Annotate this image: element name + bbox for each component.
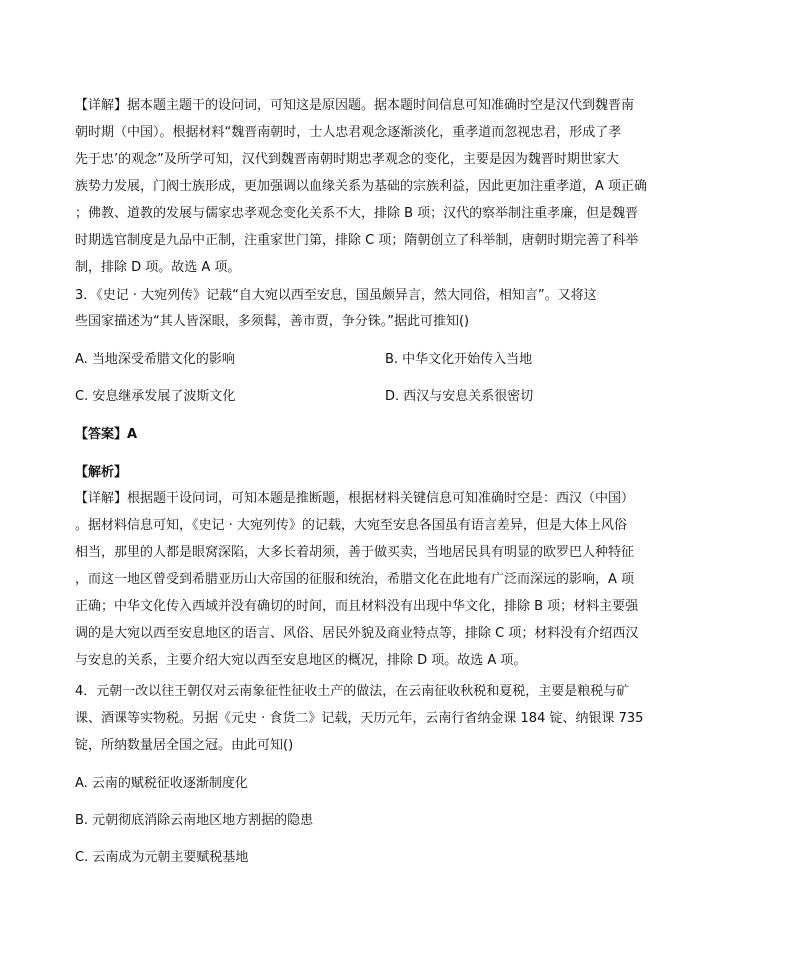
q3-option-b: B. 中华文化开始传入当地 [385, 352, 533, 367]
q2-analysis-line-1: 【详解】据本题主题干的设问词，可知这是原因题。据本题时间信息可知准确时空是汉代到魏晋南 [75, 98, 635, 113]
q3-stem-line-2: 些国家描述为“其人皆深眼，多须髯，善市贾，争分铢。”据此可推知() [75, 314, 470, 329]
q2-analysis-line-7: 制，排除 D 项。故选 A 项。 [75, 260, 241, 275]
q3-option-d: D. 西汉与安息关系很密切 [385, 389, 534, 404]
q3-analysis-line-1: 【详解】根据题干设问词，可知本题是推断题，根据材料关键信息可知准确时空是：西汉（中国） [75, 491, 635, 506]
q4-option-b: B. 元朝彻底消除云南地区地方割据的隐患 [75, 813, 314, 828]
q3-answer: 【答案】A [75, 427, 138, 442]
q4-stem-line-2: 课、酒课等实物税。另据《元史 · 食货二》记载，天历元年，云南行省纳金课 184 锭、纳银课 735 [75, 711, 644, 726]
q2-analysis-line-3: 先于忠’的观念”及所学可知，汉代到魏晋南朝时期忠孝观念的变化，主要是因为魏晋时期世家大 [75, 152, 619, 167]
q2-analysis-line-2: 朝时期（中国）。根据材料“魏晋南朝时，士人忠君观念逐渐淡化，重孝道而忽视忠君，形成了孝 [75, 125, 622, 140]
q3-analysis-line-6: 调的是大宛以西至安息地区的语言、风俗、居民外貌及商业特点等，排除 C 项；材料没有介绍西汉 [75, 626, 639, 641]
q3-analysis-line-2: 。据材料信息可知，《史记 · 大宛列传》的记载，大宛至安息各国虽有语言差异，但是大体上风俗 [75, 518, 627, 533]
q3-analysis-line-5: 正确；中华文化传入西域并没有确切的时间，而且材料没有出现中华文化，排除 B 项；材料主要强 [75, 599, 639, 614]
q3-analysis-line-7: 与安息的关系，主要介绍大宛以西至安息地区的概况，排除 D 项。故选 A 项。 [75, 653, 527, 668]
q2-analysis-line-5: ；佛教、道教的发展与儒家忠孝观念变化关系不大，排除 B 项；汉代的察举制注重孝廉，但是魏晋 [75, 206, 639, 221]
q3-analysis-line-4: ，而这一地区曾受到希腊亚历山大帝国的征服和统治，希腊文化在此地有广泛而深远的影响，A 项 [75, 572, 635, 587]
q4-stem-line-1: 4．元朝一改以往王朝仅对云南象征性征收土产的做法，在云南征收秋税和夏税，主要是粮税与矿 [75, 684, 630, 699]
q3-analysis-heading: 【解析】 [75, 465, 128, 480]
q3-option-c: C. 安息继承发展了波斯文化 [75, 389, 236, 404]
q2-analysis-line-4: 族势力发展，门阀士族形成，更加强调以血缘关系为基础的宗族利益，因此更加注重孝道，A 项正确 [75, 179, 648, 194]
q3-analysis-line-3: 相当，那里的人都是眼窝深陷，大多长着胡须，善于做买卖，当地居民具有明显的欧罗巴人种特征 [75, 545, 635, 560]
q3-option-a: A. 当地深受希腊文化的影响 [75, 352, 235, 367]
q4-stem-line-3: 锭，所纳数量居全国之冠。由此可知() [75, 738, 294, 753]
q2-analysis-line-6: 时期选官制度是九品中正制，注重家世门第，排除 C 项；隋朝创立了科举制，唐朝时期完善了科举 [75, 233, 639, 248]
q3-stem-line-1: 3．《史记 · 大宛列传》记载“自大宛以西至安息，国虽颇异言，然大同俗，相知言”。又将这 [75, 288, 597, 303]
q4-option-a: A. 云南的赋税征收逐渐制度化 [75, 776, 248, 791]
q4-option-c: C. 云南成为元朝主要赋税基地 [75, 850, 249, 865]
